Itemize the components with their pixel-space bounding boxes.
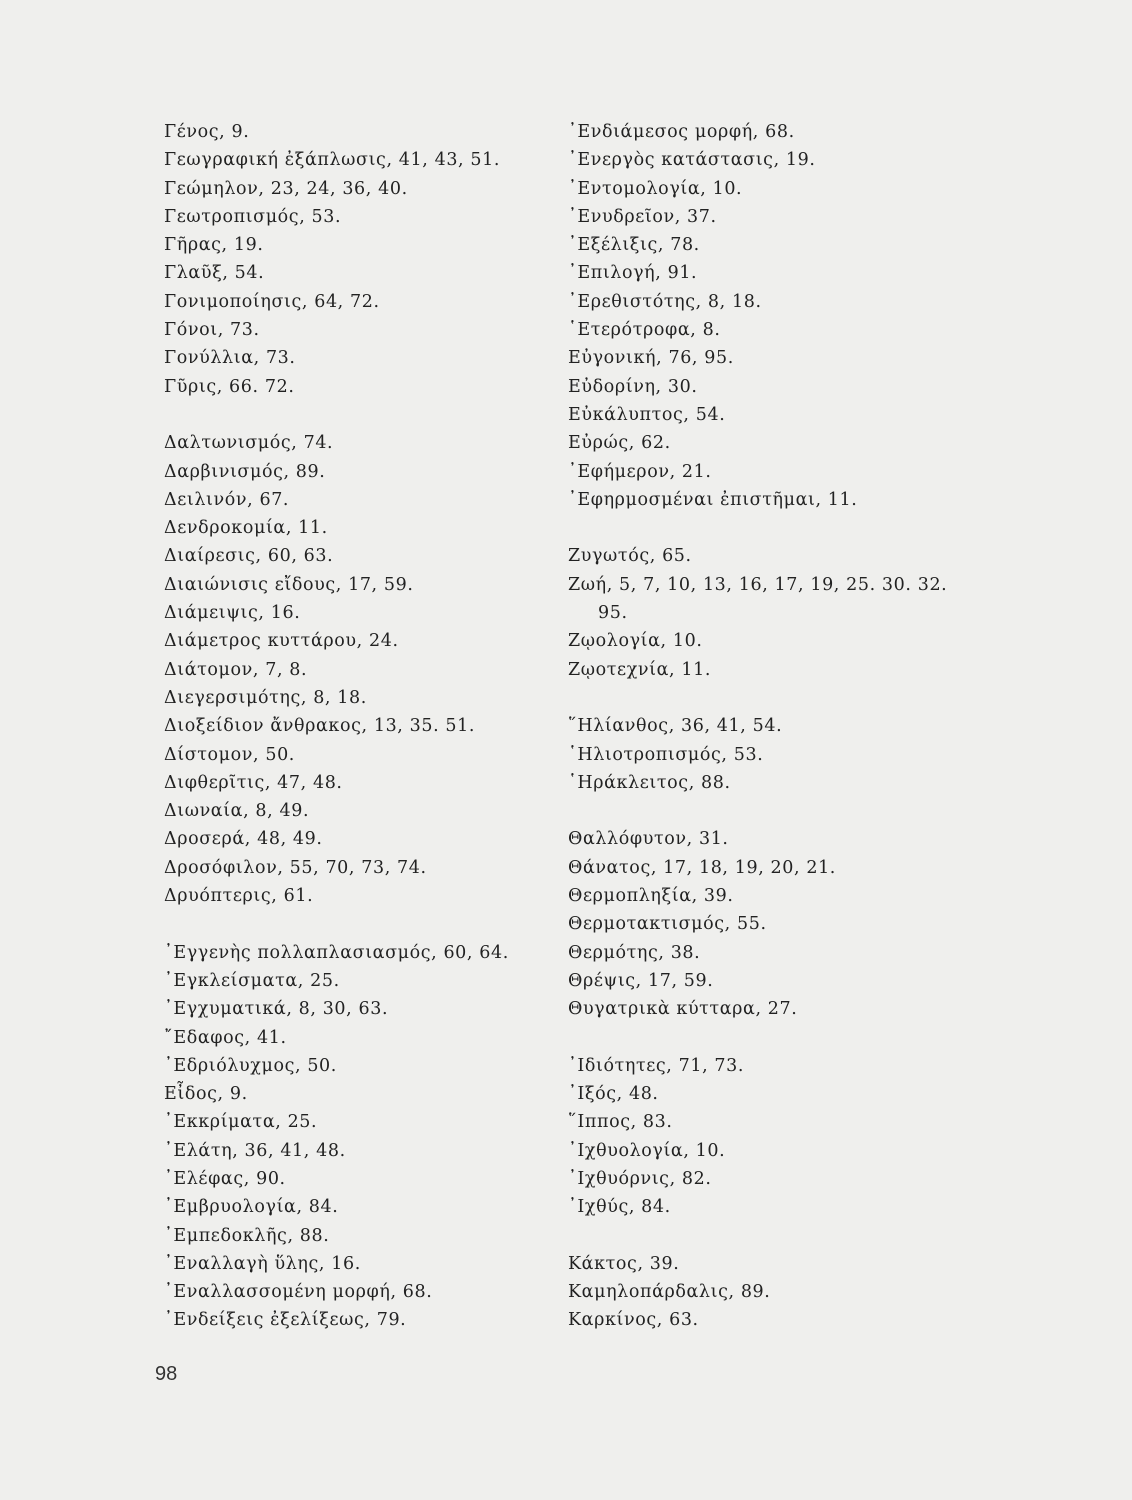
index-entry: ᾿Ελέφας, 90.	[164, 1168, 286, 1189]
index-entry: ᾿Ενδιάμεσος μορφή, 68.	[568, 122, 795, 142]
index-entry: Δροσερά, 48, 49.	[164, 829, 323, 850]
index-entry: ᾿Ιχθυολογία, 10.	[568, 1140, 726, 1161]
index-entry: Διάμετρος κυττάρου, 24.	[164, 631, 399, 652]
index-entry: Εὐδορίνη, 30.	[568, 376, 698, 397]
index-entry: Διάμειψις, 16.	[164, 603, 301, 624]
index-entry: Γένος, 9.	[164, 122, 250, 142]
index-entry: Δίστομον, 50.	[164, 744, 295, 765]
index-entry: ῾Ηλιοτροπισμός, 53.	[568, 744, 764, 765]
index-entry: ᾿Ενδείξεις ἐξελίξεως, 79.	[164, 1310, 407, 1331]
index-entry: ᾿Ενυδρεῖον, 37.	[568, 206, 717, 227]
index-entry: ᾿Ιχθυόρνις, 82.	[568, 1168, 712, 1189]
index-entry: ᾿Εναλλαγὴ ὕλης, 16.	[164, 1253, 361, 1274]
index-entry: ᾿Ιδιότητες, 71, 73.	[568, 1055, 745, 1076]
letter-group-gap	[568, 1024, 1028, 1052]
letter-group-gap	[568, 514, 1028, 542]
letter-group-gap	[568, 684, 1028, 712]
index-entry: Δαρβινισμός, 89.	[164, 461, 326, 482]
index-entry: ᾿Εντομολογία, 10.	[568, 178, 743, 199]
index-entry: Ζῳολογία, 10.	[568, 631, 703, 652]
index-entry: Εὐκάλυπτος, 54.	[568, 404, 726, 425]
index-entry: Θρέψις, 17, 59.	[568, 970, 714, 991]
index-entry: ᾿Εκκρίματα, 25.	[164, 1112, 318, 1133]
index-entry: Γῆρας, 19.	[164, 235, 264, 256]
index-entry: Θυγατρικὰ κύτταρα, 27.	[568, 999, 798, 1020]
index-entry: Διαιώνισις εἴδους, 17, 59.	[164, 574, 414, 595]
index-entry: ῾Ετερότροφα, 8.	[568, 320, 721, 341]
index-entry: Διοξείδιον ἄνθρακος, 13, 35. 51.	[164, 716, 476, 737]
index-entry: Θερμοτακτισμός, 55.	[568, 914, 767, 935]
index-entry: ᾿Ενεργὸς κατάστασις, 19.	[568, 150, 816, 171]
index-entry: Διωναία, 8, 49.	[164, 801, 310, 822]
index-entry: Εὐρώς, 62.	[568, 433, 671, 454]
index-entry: Εὐγονική, 76, 95.	[568, 348, 734, 369]
index-entry: Θαλλόφυτον, 31.	[568, 829, 729, 850]
index-entry: Θερμότης, 38.	[568, 942, 701, 963]
index-entry: ᾿Εξέλιξις, 78.	[568, 235, 700, 256]
index-entry: ῞Ηλίανθος, 36, 41, 54.	[568, 716, 783, 737]
letter-group-gap	[568, 1222, 1028, 1250]
index-entry: ᾿Εγκλείσματα, 25.	[164, 970, 340, 991]
index-entry: Εἶδος, 9.	[164, 1084, 248, 1105]
index-entry: ᾿Ελάτη, 36, 41, 48.	[164, 1140, 346, 1161]
index-column-right	[568, 118, 1028, 1335]
index-entry: Ζῳοτεχνία, 11.	[568, 659, 711, 680]
index-entry: ῾Ηράκλειτος, 88.	[568, 772, 731, 793]
index-entry: ᾿Εδριόλυχμος, 50.	[164, 1055, 337, 1076]
index-entry: Δειλινόν, 67.	[164, 489, 290, 510]
index-entry: Γονύλλια, 73.	[164, 348, 296, 369]
index-entry: Διαίρεσις, 60, 63.	[164, 546, 334, 567]
index-entry: Θερμοπληξία, 39.	[568, 886, 734, 907]
index-entry: ᾿Εφήμερον, 21.	[568, 461, 712, 482]
index-entry: Ζωή, 5, 7, 10, 13, 16, 17, 19, 25. 30. 32.	[568, 574, 948, 595]
index-entry: Θάνατος, 17, 18, 19, 20, 21.	[568, 857, 836, 878]
index-entry: ᾿Ερεθιστότης, 8, 18.	[568, 291, 762, 312]
index-entry: Γεωγραφική ἐξάπλωσις, 41, 43, 51.	[164, 150, 501, 171]
index-entry: ᾿Ιξός, 48.	[568, 1084, 659, 1105]
index-entry: Δαλτωνισμός, 74.	[164, 433, 334, 454]
index-entry: ῞Ιππος, 83.	[568, 1112, 673, 1133]
letter-group-gap	[164, 910, 564, 938]
letter-group-gap	[164, 401, 564, 429]
index-entry: Διφθερῖτις, 47, 48.	[164, 772, 343, 793]
index-entry: Γόνοι, 73.	[164, 320, 260, 341]
index-entry: Ζυγωτός, 65.	[568, 546, 692, 567]
index-entry: Γονιμοποίησις, 64, 72.	[164, 291, 380, 312]
index-entry: Γλαῦξ, 54.	[164, 263, 265, 284]
index-entry: ᾿Εγχυματικά, 8, 30, 63.	[164, 999, 389, 1020]
index-entry: ᾿Εναλλασσομένη μορφή, 68.	[164, 1282, 433, 1303]
index-entry: Διάτομον, 7, 8.	[164, 659, 308, 680]
index-column-left	[164, 118, 564, 1335]
index-entry: Δενδροκομία, 11.	[164, 518, 328, 539]
index-entry: ᾿Εμπεδοκλῆς, 88.	[164, 1225, 330, 1246]
index-entry: Δρυόπτερις, 61.	[164, 886, 314, 907]
index-entry: Διεγερσιμότης, 8, 18.	[164, 687, 367, 708]
index-entry: Δροσόφιλον, 55, 70, 73, 74.	[164, 857, 427, 878]
index-entry: Γεώμηλον, 23, 24, 36, 40.	[164, 178, 408, 199]
index-entry: Καμηλοπάρδαλις, 89.	[568, 1282, 771, 1303]
index-entry: Κάκτος, 39.	[568, 1253, 680, 1274]
page-number: 98	[155, 1363, 178, 1385]
index-entry: ᾿Εφηρμοσμέναι ἐπιστῆμαι, 11.	[568, 489, 858, 510]
index-entry: 95.	[598, 603, 628, 624]
letter-group-gap	[568, 797, 1028, 825]
index-entry: ᾿Ιχθύς, 84.	[568, 1197, 671, 1218]
index-entry: ᾿Εγγενὴς πολλαπλασιασμός, 60, 64.	[164, 942, 509, 963]
index-entry: ᾿Επιλογή, 91.	[568, 263, 698, 284]
index-entry: Καρκίνος, 63.	[568, 1310, 699, 1331]
index-entry: ᾿Εμβρυολογία, 84.	[164, 1197, 339, 1218]
index-entry: ῎Εδαφος, 41.	[164, 1027, 287, 1048]
index-entry: Γῦρις, 66. 72.	[164, 376, 295, 397]
index-entry: Γεωτροπισμός, 53.	[164, 206, 342, 227]
